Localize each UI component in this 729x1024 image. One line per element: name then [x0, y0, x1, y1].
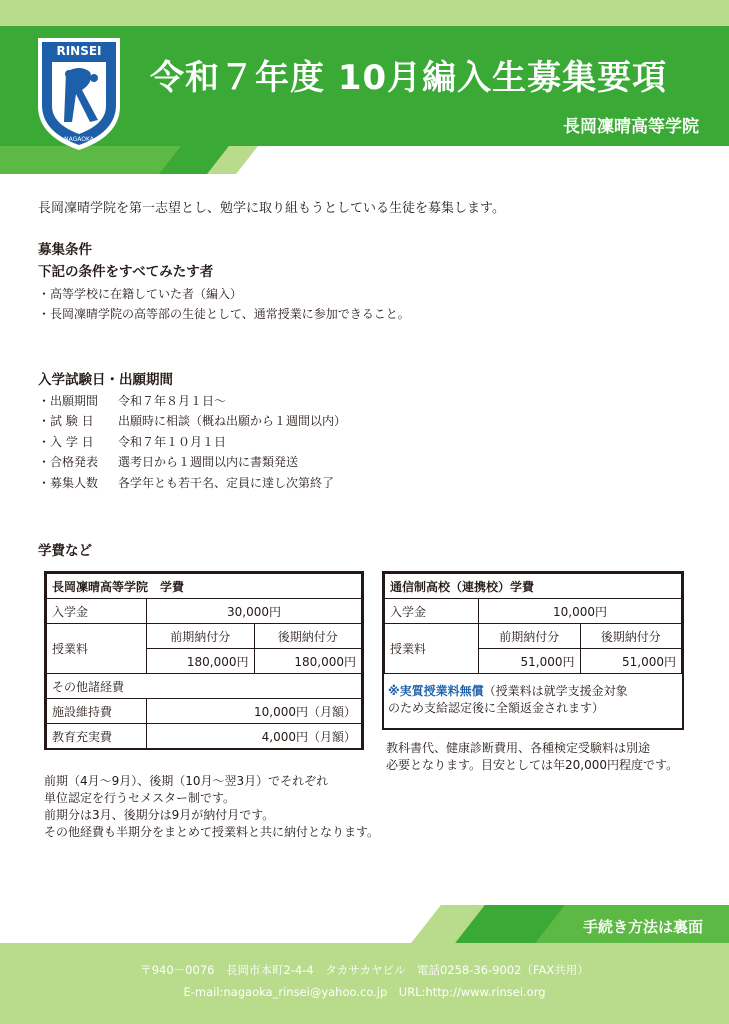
tuition-free-highlight: ※実質授業料無償: [388, 684, 484, 698]
schedule-label: ・合格発表: [38, 455, 99, 470]
left-second-half-value: 180,000円: [254, 649, 362, 674]
semester-line: その他経費も半期分をまとめて授業料と共に納付となります。: [44, 825, 380, 839]
left-other-label: その他諸経費: [47, 674, 362, 699]
footer-address: 〒940－0076 長岡市本町2-4-4 タカサカヤビル 電話0258-36-9002（FAX共用）: [140, 963, 589, 977]
left-facility-label: 施設維持費: [47, 699, 147, 724]
schedule-value: 出願時に相談（概ね出願から１週間以内）: [118, 414, 347, 429]
school-logo: [36, 36, 122, 152]
right-second-half-label: 後期納付分: [580, 624, 682, 649]
schedule-row: [38, 411, 346, 432]
left-fee-title: 長岡凜晴高等学院 学費: [47, 574, 362, 599]
condition-item: ・高等学校に在籍していた者（編入）: [38, 287, 243, 301]
schedule-value: 令和７年１０月１日: [118, 434, 227, 449]
schedule-label: ・試 験 日: [38, 414, 94, 429]
schedule-row: [38, 390, 346, 411]
schedule-value: 各学年とも若干名、定員に達し次第終了: [118, 475, 335, 490]
left-first-half-label: 前期納付分: [147, 624, 255, 649]
semester-line: 単位認定を行うセメスター制です。: [44, 791, 236, 805]
fees-heading: 学費など: [38, 543, 92, 559]
right-fee-table: [384, 573, 682, 674]
semester-line: 前期（4月～9月）、後期（10月～翌3月）でそれぞれ: [44, 774, 329, 788]
schedule-row: [38, 431, 346, 452]
logo-top-text: RINSEI: [56, 44, 102, 58]
schedule-row: [38, 472, 346, 493]
left-second-half-label: 後期納付分: [254, 624, 362, 649]
extra-cost-note: [386, 740, 678, 774]
schedule-heading: 入学試験日・出願期間: [38, 372, 173, 388]
left-first-half-value: 180,000円: [147, 649, 255, 674]
intro-text: 長岡凜晴学院を第一志望とし、勉学に取り組もうとしている生徒を募集します。: [38, 201, 505, 216]
extra-cost-line: 教科書代、健康診断費用、各種検定受験料は別途: [386, 741, 651, 755]
tuition-free-text: （授業料は就学支援金対象: [483, 684, 628, 698]
conditions-subheading: 下記の条件をすべてみたす者: [38, 264, 214, 280]
left-education-label: 教育充実費: [47, 724, 147, 749]
schedule-label: ・出願期間: [38, 393, 99, 408]
left-admission-value: 30,000円: [147, 599, 362, 624]
header-accent-white: [292, 146, 729, 174]
extra-cost-line: 必要となります。目安としては年20,000円程度です。: [386, 758, 679, 772]
school-name: 長岡凜晴高等学院: [563, 117, 699, 137]
schedule-value: 選考日から１週間以内に書類発送: [118, 455, 299, 470]
semester-note: [44, 773, 379, 841]
right-second-half-value: 51,000円: [580, 649, 682, 674]
left-admission-label: 入学金: [47, 599, 147, 624]
right-first-half-value: 51,000円: [479, 649, 581, 674]
page-title: 令和７年度 10月編入生募集要項: [150, 58, 668, 98]
top-strip: [0, 0, 729, 26]
right-admission-label: 入学金: [385, 599, 479, 624]
right-tuition-label: 授業料: [385, 624, 479, 674]
schedule-row: [38, 452, 346, 473]
conditions-heading: 募集条件: [38, 242, 92, 258]
right-first-half-label: 前期納付分: [479, 624, 581, 649]
schedule-list: [38, 390, 346, 493]
left-education-value: 4,000円（月額）: [147, 724, 362, 749]
left-fee-table: [46, 573, 362, 749]
left-facility-value: 10,000円（月額）: [147, 699, 362, 724]
tuition-free-note: [388, 683, 628, 717]
procedure-note: 手続き方法は裏面: [582, 918, 703, 936]
schedule-label: ・入 学 日: [38, 434, 94, 449]
condition-item: ・長岡凜晴学院の高等部の生徒として、通常授業に参加できること。: [38, 307, 410, 321]
footer-contact: E-mail:nagaoka_rinsei@yahoo.co.jp URL:http://www.rinsei.org: [183, 985, 546, 999]
schedule-value: 令和７年８月１日～: [118, 393, 227, 408]
left-tuition-label: 授業料: [47, 624, 147, 674]
tuition-free-text: のため支給認定後に全額返金されます）: [388, 701, 605, 715]
semester-line: 前期分は3月、後期分は9月が納付月です。: [44, 808, 275, 822]
logo-bottom-text: NAGAOKA: [64, 136, 94, 143]
right-admission-value: 10,000円: [479, 599, 682, 624]
schedule-label: ・募集人数: [38, 475, 99, 490]
right-fee-title: 通信制高校（連携校）学費: [385, 574, 682, 599]
